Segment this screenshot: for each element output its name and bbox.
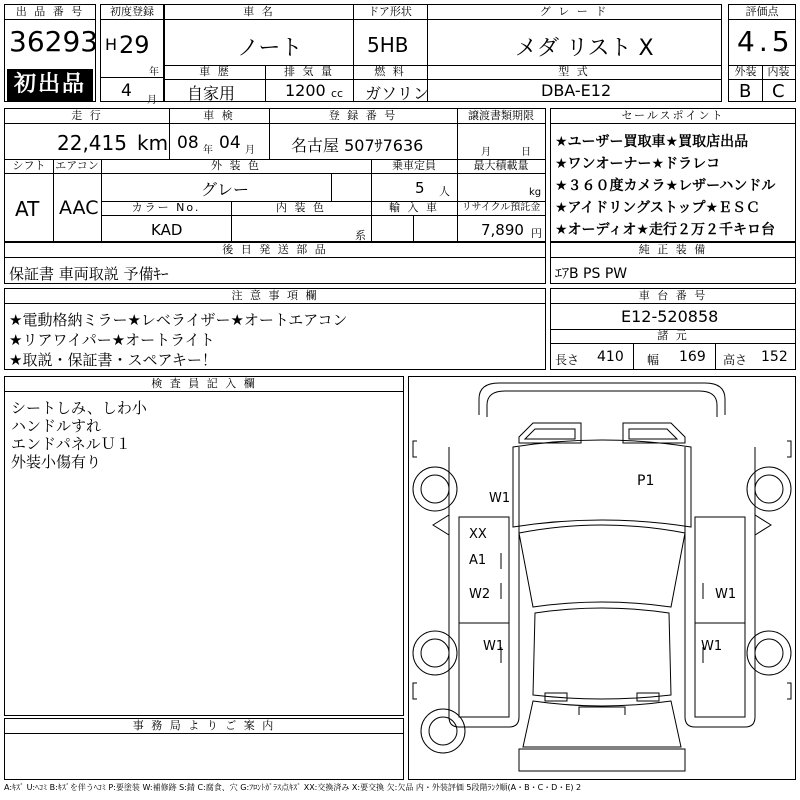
- ac-label: エアコン: [53, 159, 101, 174]
- later-parts: 保証書 車両取説 予備ｷｰ: [9, 265, 169, 283]
- plate: 名古屋 507ｻ7636: [291, 136, 424, 155]
- chassis-label: 車 台 番 号: [551, 289, 795, 304]
- capacity-unit: 人: [439, 185, 450, 198]
- lot-number: 36293: [9, 25, 99, 58]
- inspection-label: 車 検: [169, 109, 269, 124]
- fuel-label: 燃 料: [353, 65, 427, 80]
- score-label: 評価点: [729, 5, 795, 20]
- damage-mark-w1-rear-left: W1: [483, 639, 505, 654]
- later-parts-box: [4, 242, 546, 284]
- equipment-box: [550, 242, 796, 284]
- sales-point-line: ★３６０度カメラ★レザーハンドル: [555, 178, 776, 194]
- shift-label: シフト: [5, 159, 53, 174]
- era: H: [105, 35, 118, 54]
- sales-points-box: [550, 108, 796, 242]
- color-number-label: カラー No.: [101, 201, 231, 216]
- inspector-label: 検 査 員 記 入 欄: [5, 377, 403, 392]
- transfer-month-unit: 月: [481, 147, 491, 158]
- displacement-unit: cc: [331, 87, 344, 100]
- notes-box: [4, 288, 546, 370]
- load-unit: kg: [529, 187, 542, 198]
- first-registration-label: 初度登録: [101, 5, 163, 20]
- first-registration-box: [100, 4, 164, 106]
- damage-mark-xx: XX: [469, 527, 487, 542]
- notes-label: 注 意 事 項 欄: [5, 289, 545, 304]
- year: 29: [119, 31, 150, 59]
- car-name-label: 車 名: [165, 5, 353, 20]
- width-label: 幅: [647, 353, 660, 367]
- inspection-month: 04: [219, 133, 241, 153]
- door-label: ドア形状: [353, 5, 427, 20]
- interior-color-unit: 系: [355, 229, 366, 242]
- note-line: ★取説・保証書・スペアキー！: [9, 351, 217, 369]
- length: 410: [597, 349, 624, 365]
- inspector-line: シートしみ、しわ小: [11, 399, 147, 417]
- later-parts-label: 後 日 発 送 部 品: [5, 243, 545, 258]
- office-label: 事 務 局 よ り ご 案 内: [5, 719, 403, 734]
- equipment: ｴｱB PS PW: [555, 266, 628, 282]
- inspection-month-unit: 月: [245, 145, 255, 156]
- capacity-label: 乗車定員: [371, 159, 457, 174]
- recycle-unit: 円: [531, 227, 542, 240]
- door-type: 5HB: [367, 33, 409, 57]
- inspector-box: [4, 376, 404, 716]
- inspection-year: 08: [177, 133, 199, 153]
- shift: AT: [15, 197, 40, 221]
- inspector-line: ハンドルすれ: [11, 417, 102, 435]
- note-line: ★リアワイパー★オートライト: [9, 331, 215, 349]
- recycle-label: リサイクル預託金: [457, 201, 545, 216]
- vehicle-info-box: [164, 4, 722, 102]
- grade-label: グ レ ー ド: [427, 5, 721, 20]
- year-unit: 年: [149, 67, 159, 78]
- history: 自家用: [187, 84, 236, 103]
- grade: メダ リスト X: [515, 36, 654, 61]
- fuel: ガソリン: [365, 84, 430, 103]
- damage-mark-w2: W2: [469, 587, 491, 602]
- exterior-color: グレー: [201, 180, 250, 199]
- sales-points-label: セールスポイント: [551, 109, 795, 124]
- model: DBA-E12: [541, 81, 612, 100]
- mileage-unit: km: [137, 131, 169, 155]
- damage-mark-w1-right: W1: [715, 587, 737, 602]
- details-box: [4, 108, 546, 242]
- transfer-day-unit: 日: [521, 147, 531, 158]
- exterior-grade: B: [739, 81, 752, 102]
- sales-point-line: ★アイドリングストップ★ＥＳＣ: [555, 200, 761, 216]
- capacity: 5: [415, 179, 425, 197]
- legend: A:ｷｽﾞ U:ﾍｺﾐ B:ｷｽﾞを伴うﾍｺﾐ P:要塗装 W:補修跡 S:錆 C:腐食、穴 G:ﾌﾛﾝﾄｶﾞﾗｽ点ｷｽﾞ XX:交換済み X:要交換 欠:欠品 内・外装評価 5段階ﾗﾝｸ順(A・B・C・D・E) 2: [4, 783, 582, 792]
- damage-diagram: [408, 376, 796, 780]
- import-label: 輸 入 車: [371, 201, 457, 216]
- score: 4.5: [737, 25, 794, 58]
- model-label: 型 式: [427, 65, 721, 80]
- month-unit: 月: [147, 95, 157, 106]
- interior-grade-label: 内装: [762, 65, 795, 80]
- displacement-label: 排 気 量: [265, 65, 353, 80]
- interior-color-label: 内 装 色: [231, 201, 371, 216]
- inspection-year-unit: 年: [203, 145, 213, 156]
- inspector-line: 外装小傷有り: [11, 453, 102, 471]
- width: 169: [679, 349, 706, 365]
- damage-mark-p1: P1: [637, 473, 655, 489]
- damage-mark-w1-front-left: W1: [489, 491, 511, 506]
- interior-grade: C: [772, 81, 785, 102]
- mileage: 22,415: [57, 131, 127, 155]
- chassis-number: E12-520858: [621, 307, 719, 326]
- chassis-box: [550, 288, 796, 370]
- history-label: 車 歴: [165, 65, 265, 80]
- damage-mark-w1-rear-right: W1: [701, 639, 723, 654]
- color-number: KAD: [151, 221, 183, 239]
- mileage-label: 走 行: [5, 109, 169, 124]
- recycle-fee: 7,890: [481, 221, 524, 239]
- car-name: ノート: [237, 36, 303, 61]
- load-label: 最大積載量: [457, 159, 545, 174]
- score-box: [728, 4, 796, 102]
- sales-point-line: ★オーディオ★走行２万２千キロ台: [555, 222, 775, 238]
- lot-number-box: [4, 4, 99, 102]
- ac: AAC: [59, 197, 99, 219]
- length-label: 長さ: [555, 353, 580, 367]
- height: 152: [761, 349, 788, 365]
- exterior-grade-label: 外装: [729, 65, 762, 80]
- exterior-color-label: 外 装 色: [101, 159, 371, 174]
- lot-number-label: 出 品 番 号: [5, 5, 95, 20]
- inspector-line: エンドパネルＵ１: [11, 435, 131, 453]
- first-time-badge: 初出品: [7, 69, 93, 101]
- transfer-label: 譲渡書類期限: [457, 109, 545, 124]
- note-line: ★電動格納ミラー★レベライザー★オートエアコン: [9, 311, 348, 329]
- equipment-label: 純 正 装 備: [551, 243, 795, 258]
- displacement: 1200: [285, 81, 326, 100]
- month: 4: [121, 81, 132, 101]
- sales-point-line: ★ユーザー買取車★買取店出品: [555, 134, 749, 150]
- damage-mark-a1: A1: [469, 553, 487, 568]
- office-box: [4, 718, 404, 780]
- car-outline-diagram: [409, 377, 795, 779]
- sales-point-line: ★ワンオーナー★ドラレコ: [555, 156, 721, 172]
- specs-label: 諸 元: [551, 329, 795, 344]
- plate-label: 登 録 番 号: [269, 109, 457, 124]
- height-label: 高さ: [723, 353, 748, 367]
